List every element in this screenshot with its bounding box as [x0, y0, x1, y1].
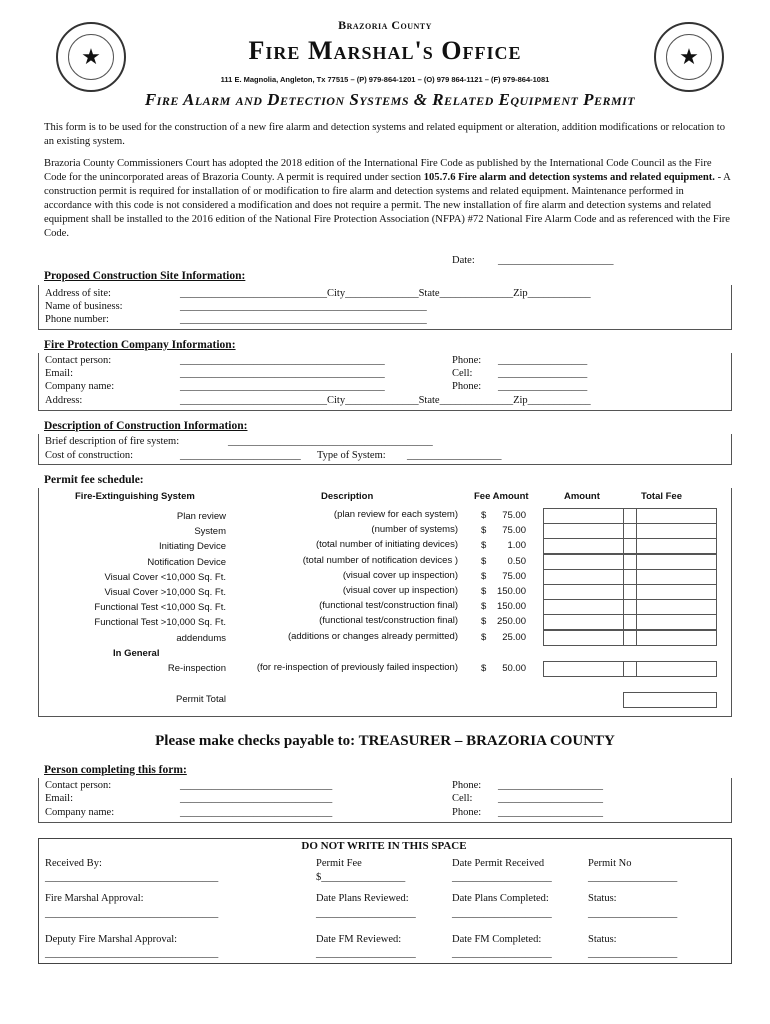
payable-notice: Please make checks payable to: TREASURER – BRAZORIA COUNTY: [155, 733, 615, 749]
fee-total-input[interactable]: [623, 630, 717, 646]
fee-description: (total number of notification devices ): [302, 555, 458, 566]
cost-field[interactable]: _______________________: [180, 450, 301, 461]
fee-total-input[interactable]: [623, 508, 717, 524]
fee-description: (additions or changes already permitted): [287, 631, 458, 642]
person-phone-label: Phone:: [452, 780, 482, 791]
cost-label: Cost of construction:: [45, 450, 134, 461]
fee-item: addendums: [176, 633, 226, 644]
fee-item: System: [194, 526, 226, 537]
deputy-approval-label: Deputy Fire Marshal Approval:: [45, 934, 178, 945]
phone-label: Phone number:: [45, 314, 109, 325]
fee-total-input[interactable]: [623, 584, 717, 600]
person-contact-field[interactable]: _____________________________: [180, 780, 333, 791]
permit-fee-label: Permit Fee: [316, 858, 362, 869]
date-label: Date:: [452, 255, 475, 266]
fee-currency: $: [481, 586, 487, 597]
county-name: Brazoria County: [338, 18, 432, 32]
person-section-box: [38, 778, 732, 823]
fee-currency: $: [481, 601, 487, 612]
fee-currency: $: [481, 540, 487, 551]
construction-section-title: Description of Construction Information:: [44, 420, 248, 432]
fee-value: 0.50: [507, 556, 526, 567]
fee-value: 1.00: [507, 540, 526, 551]
email-label: Email:: [45, 368, 73, 379]
col-description-header: Description: [321, 491, 374, 502]
site-section-title: Proposed Construction Site Information:: [44, 270, 246, 282]
fee-description: (plan review for each system): [333, 509, 458, 520]
brief-description-label: Brief description of fire system:: [45, 436, 180, 447]
office-name: Fire Marshal's Office: [248, 36, 522, 65]
company-name-label: Company name:: [45, 381, 115, 392]
fee-currency: $: [481, 556, 487, 567]
fee-description: (visual cover up inspection): [342, 585, 458, 596]
phone-field[interactable]: _______________________________________________: [180, 314, 427, 325]
received-by-field[interactable]: _________________________________: [45, 872, 219, 883]
permit-total-input[interactable]: [623, 692, 717, 708]
type-label: Type of System:: [317, 450, 386, 461]
fee-item: Notification Device: [147, 557, 226, 568]
company-phone2-field[interactable]: _________________: [498, 381, 588, 392]
fee-total-input[interactable]: [623, 599, 717, 615]
col-fee-header: Fee Amount: [474, 491, 529, 502]
fee-total-input[interactable]: [623, 554, 717, 570]
fee-item: Functional Test >10,000 Sq. Ft.: [94, 617, 226, 628]
fee-value: 150.00: [496, 601, 526, 612]
fee-value: 75.00: [502, 525, 526, 536]
marshal-approval-field[interactable]: _________________________________: [45, 908, 219, 919]
person-company-field[interactable]: _____________________________: [180, 807, 333, 818]
state-seal-icon: ★: [654, 22, 724, 92]
contact-field[interactable]: _______________________________________: [180, 355, 385, 366]
plans-reviewed-field[interactable]: ___________________: [316, 908, 416, 919]
plans-reviewed-label: Date Plans Reviewed:: [316, 893, 409, 904]
company-cell-label: Cell:: [452, 368, 473, 379]
intro-paragraph-2: Brazoria County Commissioners Court has adopted the 2018 edition of the International Fire Code as published by the International Code Council as the Fire Code for the unincorporated areas of Brazoria County. A permit is required under section 105.7.6 Fire alarm and detection systems and related equipment. - A construction permit is required for installation of or modification to fire alarm and detection systems and related equipment. Maintenance performed in accordance with this code is not considered a modification and does not require a permit. The new installation of fire alarm and detection systems and related equipment shall be installed to the 2016 edition of the National Fire Protection Association (NFPA) #72 National Fire Alarm Code and as referenced with the Fire Code.: [44, 158, 731, 239]
person-email-label: Email:: [45, 793, 73, 804]
fee-item: Functional Test <10,000 Sq. Ft.: [94, 602, 226, 613]
fee-value: 75.00: [502, 571, 526, 582]
person-email-field[interactable]: _____________________________: [180, 793, 333, 804]
fm-completed-field[interactable]: ___________________: [452, 948, 552, 959]
office-use-title: DO NOT WRITE IN THIS SPACE: [301, 840, 467, 852]
fee-currency: $: [481, 571, 487, 582]
fee-description: (total number of initiating devices): [315, 539, 458, 550]
fm-completed-label: Date FM Completed:: [452, 934, 542, 945]
permit-title: Fire Alarm and Detection Systems & Related Equipment Permit: [144, 90, 636, 109]
fee-item: Visual Cover <10,000 Sq. Ft.: [104, 572, 226, 583]
person-contact-label: Contact person:: [45, 780, 112, 791]
status-label: Status:: [588, 893, 617, 904]
fee-value: 75.00: [502, 510, 526, 521]
reinspection-currency: $: [481, 663, 487, 674]
fee-description: (number of systems): [371, 524, 458, 535]
permit-total-label: Permit Total: [176, 694, 226, 705]
fee-currency: $: [481, 510, 487, 521]
fee-value: 250.00: [496, 616, 526, 627]
company-phone-label: Phone:: [452, 355, 482, 366]
fee-item: Plan review: [176, 511, 226, 522]
contact-label: Contact person:: [45, 355, 112, 366]
company-section-title: Fire Protection Company Information:: [44, 339, 236, 351]
person-phone2-field[interactable]: ____________________: [498, 807, 603, 818]
county-seal-icon: ★: [56, 22, 126, 92]
fee-value: 25.00: [502, 632, 526, 643]
fee-currency: $: [481, 525, 487, 536]
type-field[interactable]: __________________: [407, 450, 502, 461]
fee-total-input[interactable]: [623, 538, 717, 554]
date-received-label: Date Permit Received: [452, 858, 545, 869]
fee-description: (functional test/construction final): [319, 615, 458, 626]
person-cell-label: Cell:: [452, 793, 473, 804]
company-address-label: Address:: [45, 395, 83, 406]
person-company-label: Company name:: [45, 807, 115, 818]
intro-paragraph-1: This form is to be used for the construction of a new fire alarm and detection systems and related equipment or alteration, addition modifications or relocation to an existing system.: [44, 122, 726, 147]
status2-label: Status:: [588, 934, 617, 945]
fee-description: (visual cover up inspection): [342, 570, 458, 581]
person-cell-field[interactable]: ____________________: [498, 793, 603, 804]
office-address: 111 E. Magnolia, Angleton, Tx 77515 – (P) 979-864-1201 – (O) 979 864-1121 – (F) 979-864-1081: [220, 75, 550, 84]
plans-completed-field[interactable]: ___________________: [452, 908, 552, 919]
date-received-field[interactable]: ___________________: [452, 872, 552, 883]
marshal-approval-label: Fire Marshal Approval:: [45, 893, 144, 904]
company-phone-field[interactable]: _________________: [498, 355, 588, 366]
col-system-header: Fire-Extinguishing System: [75, 491, 195, 502]
reinspection-total-input[interactable]: [623, 661, 717, 677]
reinspection-desc: (for re-inspection of previously failed inspection): [256, 662, 458, 673]
permit-no-label: Permit No: [588, 858, 632, 869]
person-section-title: Person completing this form:: [44, 764, 187, 776]
fee-total-input[interactable]: [623, 614, 717, 630]
fee-currency: $: [481, 632, 487, 643]
plans-completed-label: Date Plans Completed:: [452, 893, 549, 904]
received-by-label: Received By:: [45, 858, 102, 869]
fee-item: Initiating Device: [158, 541, 226, 552]
fee-value: 150.00: [496, 586, 526, 597]
fee-schedule-title: Permit fee schedule:: [44, 474, 144, 486]
person-phone-field[interactable]: ____________________: [498, 780, 603, 791]
fm-reviewed-label: Date FM Reviewed:: [316, 934, 402, 945]
fm-reviewed-field[interactable]: ___________________: [316, 948, 416, 959]
fee-total-input[interactable]: [623, 523, 717, 539]
date-field[interactable]: ______________________: [498, 255, 614, 266]
company-phone2-label: Phone:: [452, 381, 482, 392]
person-phone2-label: Phone:: [452, 807, 482, 818]
fee-item: Visual Cover >10,000 Sq. Ft.: [104, 587, 226, 598]
status2-field[interactable]: _________________: [588, 948, 678, 959]
company-address-field[interactable]: ____________________________City______________State______________Zip____________: [180, 395, 591, 406]
in-general-label: In General: [113, 648, 160, 659]
reinspection-item: Re-inspection: [167, 663, 226, 674]
permit-fee-field[interactable]: $________________: [316, 872, 406, 883]
fee-description: (functional test/construction final): [319, 600, 458, 611]
email-field[interactable]: _______________________________________: [180, 368, 385, 379]
reinspection-fee: 50.00: [502, 663, 526, 674]
permit-no-field[interactable]: _________________: [588, 872, 678, 883]
company-name-field[interactable]: _______________________________________: [180, 381, 385, 392]
fee-total-input[interactable]: [623, 569, 717, 585]
deputy-approval-field[interactable]: _________________________________: [45, 948, 219, 959]
status-field[interactable]: _________________: [588, 908, 678, 919]
business-label: Name of business:: [45, 301, 123, 312]
address-field[interactable]: ____________________________City______________State______________Zip____________: [180, 288, 591, 299]
company-cell-field[interactable]: _________________: [498, 368, 588, 379]
fee-currency: $: [481, 616, 487, 627]
col-total-header: Total Fee: [641, 491, 682, 502]
brief-description-field[interactable]: _______________________________________: [228, 436, 433, 447]
address-label: Address of site:: [45, 288, 111, 299]
col-amount-header: Amount: [564, 491, 600, 502]
business-field[interactable]: _______________________________________________: [180, 301, 427, 312]
